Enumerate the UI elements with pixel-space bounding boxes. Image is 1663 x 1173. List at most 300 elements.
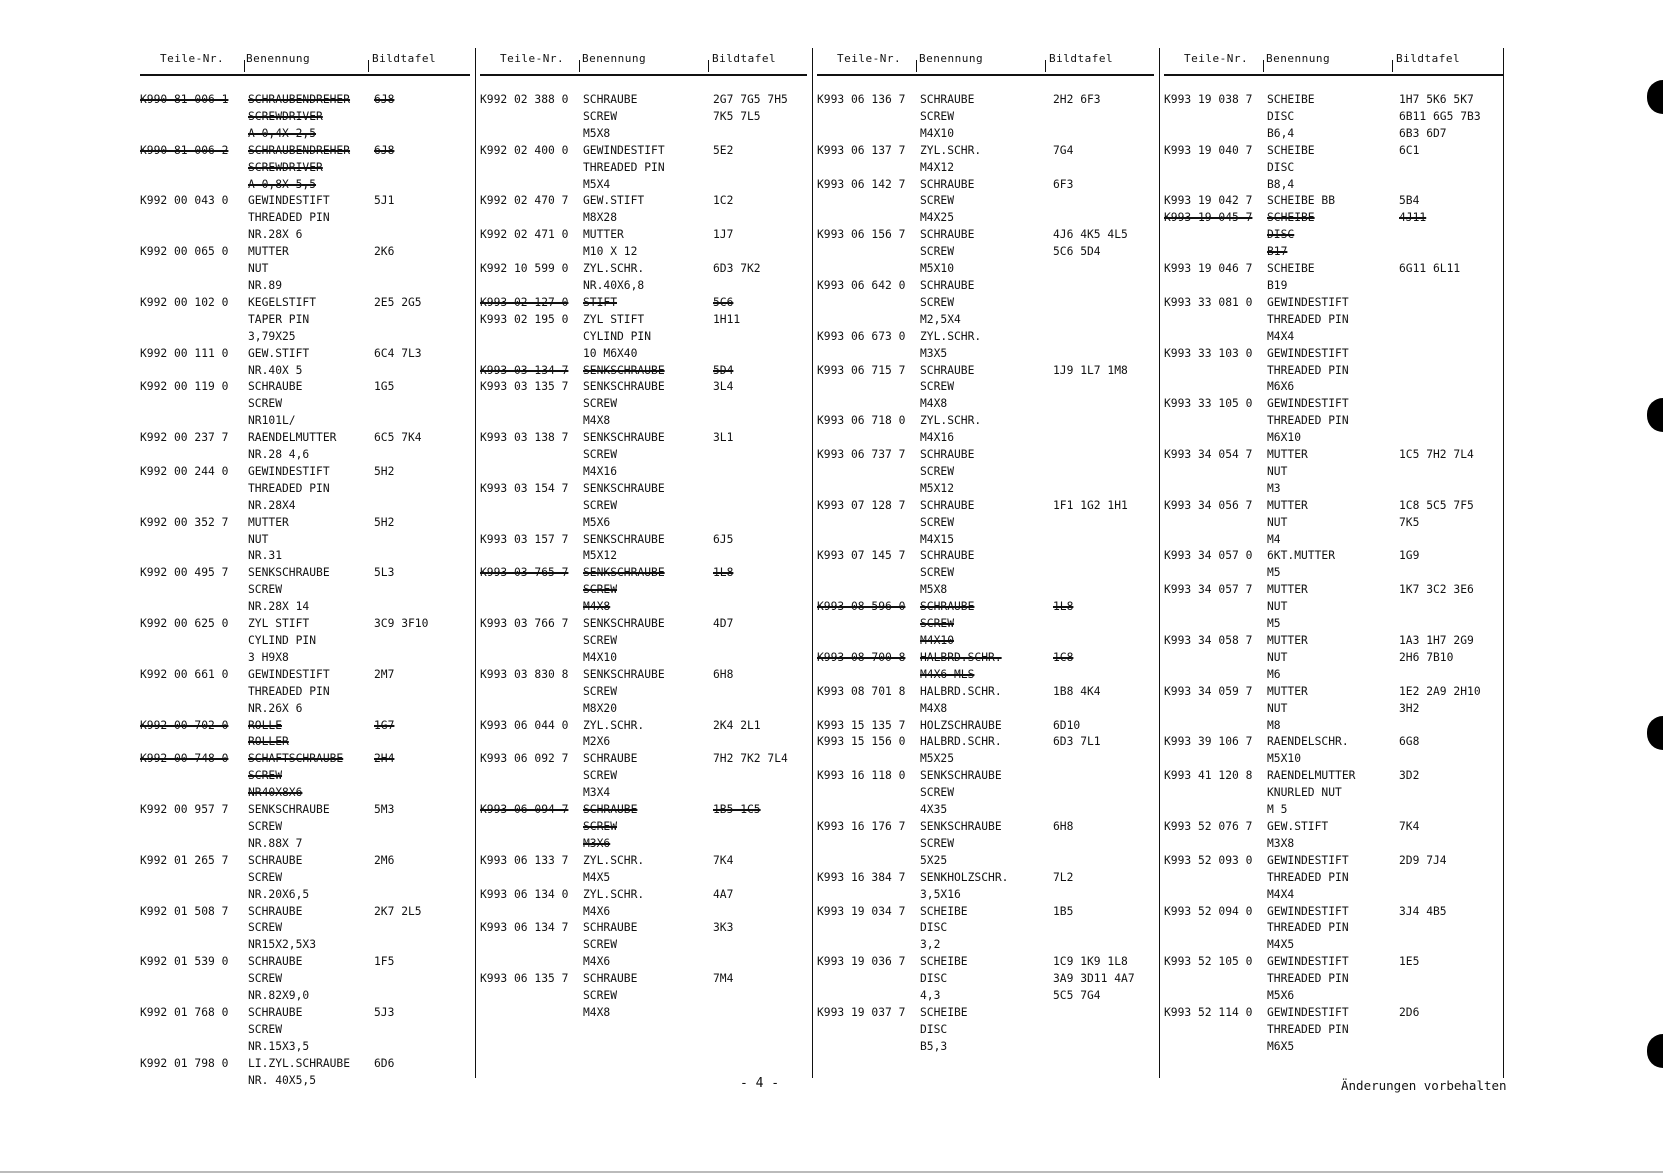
parts-column xyxy=(140,42,470,1087)
part-designation: NUT xyxy=(1267,464,1288,478)
part-designation: SCHRAUBE xyxy=(583,752,638,766)
part-designation: NR.28X 14 xyxy=(248,600,310,614)
part-row xyxy=(140,295,470,312)
part-designation: M4X10 xyxy=(920,126,955,140)
plate-reference: 6G8 xyxy=(1399,735,1420,749)
part-number xyxy=(480,954,583,971)
part-designation: SENKSCHRAUBE xyxy=(583,532,665,546)
part-designation: 5X25 xyxy=(920,853,948,867)
part-designation: SCREW xyxy=(583,634,618,647)
part-designation: DISC xyxy=(1267,160,1295,174)
part-row xyxy=(817,870,1154,887)
part-row xyxy=(817,346,1154,363)
part-designation: SCHRAUBE xyxy=(920,600,975,614)
part-number xyxy=(1164,937,1267,954)
part-number: K993 06 135 7 xyxy=(480,972,569,986)
deleted-part-row xyxy=(140,177,470,194)
part-designation: GEWINDESTIFT xyxy=(248,194,330,208)
part-designation: SCREW xyxy=(583,938,618,952)
plate-reference: 4D7 xyxy=(713,617,734,631)
deleted-part-row xyxy=(817,667,1154,684)
part-row xyxy=(817,532,1154,549)
part-number: K992 01 508 7 xyxy=(140,904,229,918)
part-number: K992 00 957 7 xyxy=(140,803,229,817)
plate-reference: 5C6 xyxy=(713,295,734,309)
part-number xyxy=(480,396,583,413)
part-row xyxy=(480,413,807,430)
deleted-part-row xyxy=(140,160,470,177)
part-designation: M4X6 xyxy=(583,955,611,969)
part-designation: GEWINDESTIFT xyxy=(248,464,330,478)
header-tick xyxy=(244,60,245,72)
part-row xyxy=(140,1073,470,1090)
binding-hole xyxy=(1647,1034,1663,1068)
part-designation: SCHEIBE xyxy=(920,904,968,918)
part-number xyxy=(817,853,920,870)
part-number xyxy=(817,920,920,937)
part-row xyxy=(140,515,470,532)
part-designation: GEW.STIFT xyxy=(1267,819,1329,833)
deleted-part-row xyxy=(817,616,1154,633)
part-row xyxy=(817,819,1154,836)
part-number: K992 00 065 0 xyxy=(140,245,229,259)
part-number xyxy=(140,582,248,599)
part-row xyxy=(480,667,807,684)
part-number: K993 06 142 7 xyxy=(817,177,906,191)
part-row xyxy=(817,363,1154,380)
parts-column xyxy=(480,42,807,1075)
part-row xyxy=(140,1039,470,1056)
part-row xyxy=(1164,802,1504,819)
part-row xyxy=(817,785,1154,802)
part-number: K993 52 094 0 xyxy=(1164,904,1253,918)
part-designation: M4X15 xyxy=(920,532,955,546)
deleted-part-row xyxy=(140,92,470,109)
part-number xyxy=(140,920,248,937)
plate-reference: 6H8 xyxy=(713,667,734,681)
part-row xyxy=(1164,532,1504,549)
part-row xyxy=(817,210,1154,227)
part-row xyxy=(480,887,807,904)
part-designation: SCREWDRIVER xyxy=(248,109,323,123)
part-designation: SCHRAUBE xyxy=(920,278,975,292)
part-designation: SENKSCHRAUBE xyxy=(583,667,665,681)
part-row xyxy=(480,853,807,870)
part-designation: SCHRAUBENDREHER xyxy=(248,143,351,157)
part-designation: GEWINDESTIFT xyxy=(1267,853,1349,867)
plate-reference: 4A7 xyxy=(713,887,734,901)
part-number: K992 02 400 0 xyxy=(480,143,569,157)
part-row xyxy=(817,582,1154,599)
part-row xyxy=(817,464,1154,481)
part-number xyxy=(817,633,920,650)
part-designation: 3,79X25 xyxy=(248,329,296,343)
part-designation: SCHEIBE xyxy=(1267,262,1315,276)
header-benennung: Benennung xyxy=(1266,52,1331,65)
part-row xyxy=(480,244,807,261)
part-row xyxy=(480,701,807,718)
part-designation: M2,5X4 xyxy=(920,312,961,326)
part-number: K993 06 136 7 xyxy=(817,93,906,106)
plate-reference: 6B11 6G5 7B3 xyxy=(1399,109,1481,123)
part-row xyxy=(140,802,470,819)
part-number: K993 06 134 7 xyxy=(480,921,569,935)
part-number xyxy=(480,548,583,565)
part-number xyxy=(1164,227,1267,244)
part-designation: SCHRAUBE xyxy=(920,363,975,377)
part-number xyxy=(1164,430,1267,447)
part-number: K993 16 176 7 xyxy=(817,819,906,833)
part-designation: MUTTER xyxy=(1267,634,1308,647)
part-designation: SENKSCHRAUBE xyxy=(583,481,665,495)
plate-reference: 1C8 xyxy=(1053,650,1074,664)
part-designation: SCHRAUBE xyxy=(583,93,638,106)
part-number: K993 52 076 7 xyxy=(1164,819,1253,833)
part-number xyxy=(817,346,920,363)
part-number xyxy=(140,870,248,887)
part-row xyxy=(817,836,1154,853)
part-row xyxy=(1164,751,1504,768)
part-row xyxy=(817,430,1154,447)
part-row xyxy=(1164,312,1504,329)
part-row xyxy=(1164,515,1504,532)
part-row xyxy=(1164,1022,1504,1039)
part-number xyxy=(1164,667,1267,684)
plate-reference: 1A3 1H7 2G9 xyxy=(1399,634,1474,647)
part-designation: SCHRAUBE xyxy=(920,228,975,242)
part-designation: SCHRAUBENDREHER xyxy=(248,93,351,106)
header-bildtafel: Bildtafel xyxy=(372,52,437,65)
plate-reference: 1H11 xyxy=(713,312,741,326)
part-designation: MUTTER xyxy=(248,245,289,259)
plate-reference: 6C5 7K4 xyxy=(374,431,422,445)
part-designation: RAENDELMUTTER xyxy=(1267,769,1356,783)
part-number: K993 06 044 0 xyxy=(480,718,569,732)
part-number: K993 06 737 7 xyxy=(817,448,906,462)
part-number: K993 08 596 0 xyxy=(817,600,906,614)
part-designation: M 5 xyxy=(1267,803,1288,817)
part-designation: M4X8 xyxy=(920,397,948,411)
part-row xyxy=(480,920,807,937)
plate-reference: 1B8 4K4 xyxy=(1053,684,1101,698)
binding-hole xyxy=(1647,398,1663,432)
part-row xyxy=(1164,599,1504,616)
part-designation: CYLIND PIN xyxy=(248,634,317,647)
part-number xyxy=(480,109,583,126)
part-row xyxy=(140,379,470,396)
part-designation: 6KT.MUTTER xyxy=(1267,549,1336,563)
deleted-part-row xyxy=(480,819,807,836)
part-row xyxy=(817,853,1154,870)
part-row xyxy=(1164,565,1504,582)
deleted-part-row xyxy=(140,785,470,802)
part-number xyxy=(480,160,583,177)
part-designation: M8X20 xyxy=(583,701,618,715)
part-number: K993 06 156 7 xyxy=(817,228,906,242)
part-designation: M4X5 xyxy=(583,870,611,884)
part-number xyxy=(817,988,920,1005)
part-number xyxy=(1164,481,1267,498)
part-designation: SCREW xyxy=(920,109,955,123)
part-number xyxy=(1164,363,1267,380)
part-row xyxy=(817,718,1154,735)
part-designation: NR.28 4,6 xyxy=(248,448,310,462)
part-designation: M5 xyxy=(1267,566,1281,580)
part-row xyxy=(480,532,807,549)
plate-reference: 6J5 xyxy=(713,532,734,546)
deleted-part-row xyxy=(817,633,1154,650)
part-number xyxy=(480,413,583,430)
part-row xyxy=(140,582,470,599)
part-number xyxy=(480,582,583,599)
part-designation: SCREW xyxy=(920,194,955,208)
plate-reference: 5J3 xyxy=(374,1005,395,1019)
part-designation: THREADED PIN xyxy=(1267,1022,1349,1036)
part-number: K992 00 625 0 xyxy=(140,617,229,631)
part-number xyxy=(1164,836,1267,853)
column-header xyxy=(817,42,1154,76)
plate-reference: 7L2 xyxy=(1053,870,1074,884)
part-designation: THREADED PIN xyxy=(248,211,330,225)
part-designation: ZYL.SCHR. xyxy=(920,329,982,343)
part-row xyxy=(480,261,807,278)
part-row xyxy=(140,836,470,853)
part-number: K993 34 058 7 xyxy=(1164,634,1253,647)
part-designation: M8 xyxy=(1267,718,1281,732)
part-number xyxy=(817,532,920,549)
column-header xyxy=(480,42,807,76)
deleted-part-row xyxy=(140,734,470,751)
part-number xyxy=(1164,244,1267,261)
header-teile-nr: Teile-Nr. xyxy=(500,52,565,65)
part-number xyxy=(140,278,248,295)
part-row xyxy=(1164,667,1504,684)
part-designation: M4X8 xyxy=(583,414,611,428)
deleted-part-row xyxy=(480,565,807,582)
part-designation: SCREW xyxy=(248,870,283,884)
part-designation: NUT xyxy=(1267,701,1288,715)
part-designation: NR. 40X5,5 xyxy=(248,1073,317,1087)
plate-reference: 3J4 4B5 xyxy=(1399,904,1447,918)
part-designation: M2X6 xyxy=(583,735,611,749)
part-number xyxy=(480,734,583,751)
part-designation: ZYL STIFT xyxy=(248,617,310,631)
part-number xyxy=(1164,599,1267,616)
part-number xyxy=(1164,701,1267,718)
plate-reference: 7K4 xyxy=(713,853,734,867)
part-designation: SCREW xyxy=(248,819,283,833)
part-row xyxy=(817,1039,1154,1056)
part-designation: SENKSCHRAUBE xyxy=(583,431,665,445)
part-designation: SCREW xyxy=(248,972,283,986)
plate-reference: 1F1 1G2 1H1 xyxy=(1053,498,1128,512)
part-row xyxy=(1164,481,1504,498)
part-number: K992 00 237 7 xyxy=(140,431,229,445)
part-row xyxy=(140,599,470,616)
part-number xyxy=(817,312,920,329)
part-row xyxy=(480,904,807,921)
part-row xyxy=(1164,413,1504,430)
part-row xyxy=(480,177,807,194)
part-row xyxy=(817,768,1154,785)
part-designation: SCREW xyxy=(248,583,283,597)
plate-reference: 5H2 xyxy=(374,464,395,478)
part-row xyxy=(140,616,470,633)
part-designation: DISC xyxy=(920,1022,948,1036)
part-row xyxy=(1164,582,1504,599)
part-row xyxy=(1164,177,1504,194)
plate-reference: 6F3 xyxy=(1053,177,1074,191)
deleted-part-row xyxy=(480,582,807,599)
part-designation: NUT xyxy=(1267,515,1288,529)
part-designation: M4X8 xyxy=(920,701,948,715)
plate-reference: 1C9 1K9 1L8 xyxy=(1053,955,1128,969)
part-designation: SCHRAUBE xyxy=(920,93,975,106)
part-number xyxy=(1164,464,1267,481)
part-row xyxy=(140,396,470,413)
part-row xyxy=(480,430,807,447)
part-number xyxy=(1164,718,1267,735)
part-designation: SCHRAUBE xyxy=(248,380,303,394)
part-number xyxy=(817,971,920,988)
part-designation: NR.20X6,5 xyxy=(248,887,310,901)
part-designation: NR.26X 6 xyxy=(248,701,303,715)
plate-reference: 7M4 xyxy=(713,972,734,986)
plate-reference: 6G11 6L11 xyxy=(1399,262,1461,276)
part-number xyxy=(1164,870,1267,887)
part-number: K993 34 059 7 xyxy=(1164,684,1253,698)
part-designation: SCREW xyxy=(583,989,618,1003)
part-row xyxy=(140,210,470,227)
binding-hole xyxy=(1647,716,1663,750)
part-number: K993 34 057 0 xyxy=(1164,549,1253,563)
part-designation: GEW.STIFT xyxy=(248,346,310,360)
part-number: K993 03 830 8 xyxy=(480,667,569,681)
part-number: K993 02 127 0 xyxy=(480,295,569,309)
part-number xyxy=(480,244,583,261)
plate-reference: 6B3 6D7 xyxy=(1399,126,1447,140)
part-number xyxy=(1164,971,1267,988)
part-number xyxy=(817,464,920,481)
part-number xyxy=(817,1039,920,1056)
part-row xyxy=(817,565,1154,582)
column-divider xyxy=(475,48,476,1078)
part-number: K993 19 045 7 xyxy=(1164,211,1253,225)
part-designation: ZYL.SCHR. xyxy=(920,414,982,428)
deleted-part-row xyxy=(140,143,470,160)
part-number: K993 19 036 7 xyxy=(817,955,906,969)
part-row xyxy=(480,718,807,735)
part-designation: SENKSCHRAUBE xyxy=(583,617,665,631)
plate-reference: 6D10 xyxy=(1053,718,1081,732)
plate-reference: 5M3 xyxy=(374,803,395,817)
part-designation: GEWINDESTIFT xyxy=(583,143,665,157)
part-row xyxy=(1164,430,1504,447)
parts-column xyxy=(817,42,1154,1075)
part-row xyxy=(817,396,1154,413)
part-designation: SENKSCHRAUBE xyxy=(920,769,1002,783)
part-number xyxy=(1164,1022,1267,1039)
part-row xyxy=(817,937,1154,954)
parts-list xyxy=(817,92,1154,1056)
part-number xyxy=(140,447,248,464)
part-number: K993 06 137 7 xyxy=(817,143,906,157)
part-number: K993 03 157 7 xyxy=(480,532,569,546)
part-row xyxy=(1164,819,1504,836)
part-number xyxy=(140,363,248,380)
part-row xyxy=(817,548,1154,565)
part-number: K993 03 135 7 xyxy=(480,380,569,394)
plate-reference: 3A9 3D11 4A7 xyxy=(1053,972,1135,986)
plate-reference: 6C4 7L3 xyxy=(374,346,422,360)
part-row xyxy=(140,447,470,464)
part-number xyxy=(1164,1039,1267,1056)
deleted-part-row xyxy=(1164,244,1504,261)
part-row xyxy=(1164,768,1504,785)
part-number xyxy=(817,481,920,498)
part-designation: SCREW xyxy=(248,1022,283,1036)
part-designation: B6,4 xyxy=(1267,126,1295,140)
part-number xyxy=(817,582,920,599)
part-designation: DISC xyxy=(1267,228,1295,242)
plate-reference: 2D9 7J4 xyxy=(1399,853,1447,867)
part-number xyxy=(817,616,920,633)
part-designation: M4X16 xyxy=(583,464,618,478)
deleted-part-row xyxy=(480,802,807,819)
part-row xyxy=(480,379,807,396)
part-designation: M4X12 xyxy=(920,160,955,174)
part-row xyxy=(140,532,470,549)
part-designation: M6X10 xyxy=(1267,431,1302,445)
part-number xyxy=(817,802,920,819)
part-designation: NUT xyxy=(248,262,269,276)
part-number xyxy=(140,160,248,177)
part-designation: TAPER PIN xyxy=(248,312,310,326)
part-designation: NR.28X4 xyxy=(248,498,296,512)
part-designation: THREADED PIN xyxy=(1267,972,1349,986)
part-designation: SCHRAUBE xyxy=(920,448,975,462)
plate-reference: 7G4 xyxy=(1053,143,1074,157)
part-number xyxy=(817,515,920,532)
part-designation: THREADED PIN xyxy=(1267,414,1349,428)
part-number xyxy=(1164,920,1267,937)
plate-reference: 5B4 xyxy=(1399,194,1420,208)
part-designation: NR101L/ xyxy=(248,414,296,428)
part-number xyxy=(817,261,920,278)
part-designation: M4X10 xyxy=(583,650,618,664)
part-number: K993 16 118 0 xyxy=(817,769,906,783)
part-row xyxy=(1164,954,1504,971)
header-tick xyxy=(1263,60,1264,72)
part-number: K993 33 103 0 xyxy=(1164,346,1253,360)
part-designation: M5X10 xyxy=(1267,752,1302,766)
part-designation: SCREWDRIVER xyxy=(248,160,323,174)
part-number xyxy=(480,210,583,227)
part-number xyxy=(817,126,920,143)
part-number xyxy=(817,1022,920,1039)
part-number xyxy=(817,565,920,582)
part-designation: GEW.STIFT xyxy=(583,194,645,208)
header-tick xyxy=(916,60,917,72)
part-row xyxy=(480,92,807,109)
part-number xyxy=(480,768,583,785)
part-row xyxy=(817,413,1154,430)
deleted-part-row xyxy=(480,295,807,312)
part-designation: SCHRAUBE xyxy=(248,955,303,969)
part-designation: M5X25 xyxy=(920,752,955,766)
part-designation: NR.89 xyxy=(248,278,283,292)
header-bildtafel: Bildtafel xyxy=(1049,52,1114,65)
